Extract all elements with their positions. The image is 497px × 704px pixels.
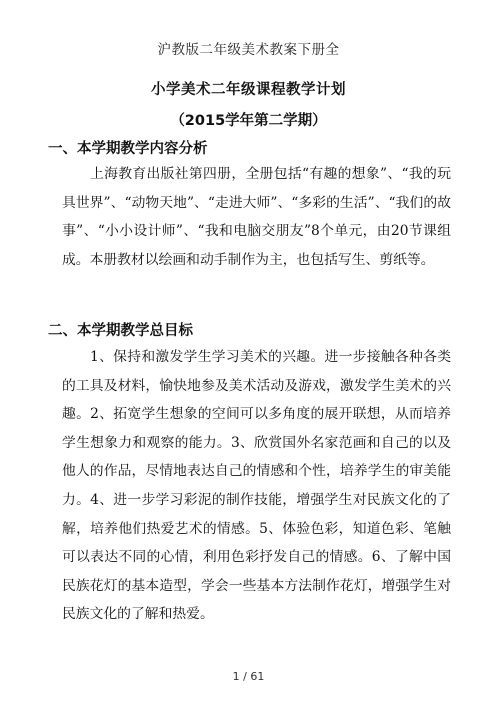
section-heading-content-analysis: 一、本学期教学内容分析 [48,141,208,157]
section-body-content-analysis: 上海教育出版社第四册，全册包括“有趣的想象”、“我的玩具世界”、“动物天地”、“走进大师”、“多彩的生活”、“我们的故事”、“小小设计师”、“我和电脑交朋友”8个单元，由20节课组成。本册教材以绘画和动手制作为主，也包括写生、剪纸等。 [62,166,451,268]
section-heading-overall-goals: 二、本学期教学总目标 [48,323,193,339]
document-subtitle: （2015学年第二学期） [170,113,327,129]
section-body-overall-goals: 1、保持和激发学生学习美术的兴趣。进一步接触各种各类的工具及材料，愉快地参及美术活动及游戏，激发学生美术的兴趣。2、拓宽学生想象的空间可以多角度的展开联想，从而培养学生想象力和观察的能力。3、欣赏国外名家范画和自己的以及他人的作品，尽情地表达自己的情感和个性，培养学生的审美能力。4、进一步学习彩泥的制作技能，增强学生对民族文化的了解，培养他们热爱艺术的情感。5、体验色彩，知道色彩、笔触可以表达不同的心情，利用色彩抒发自己的情感。6、了解中国民族花灯的基本造型，学会一些基本方法制作花灯，增强学生对民族文化的了解和热爱。 [62,349,451,623]
page-number: 1 / 61 [232,670,265,683]
document-title: 小学美术二年级课程教学计划 [151,82,346,98]
document-header: 沪教版二年级美术教案下册全 [157,42,340,58]
